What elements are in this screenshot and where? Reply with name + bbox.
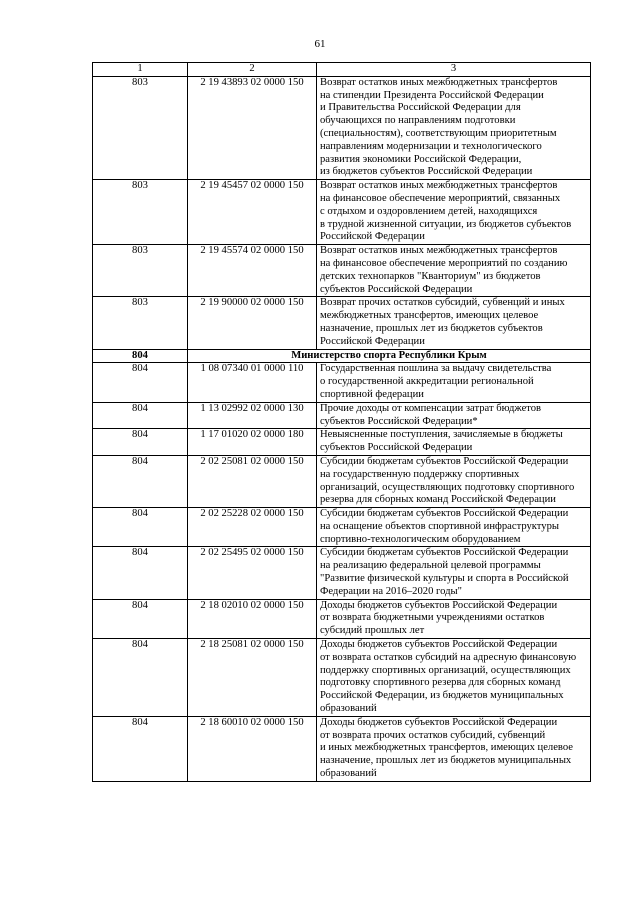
table-row bbox=[93, 455, 591, 507]
admin-code-cell: 803 bbox=[93, 180, 188, 245]
admin-code-cell: 804 bbox=[93, 429, 188, 456]
admin-code-cell: 804 bbox=[93, 639, 188, 717]
budget-class-code-cell: 1 17 01020 02 0000 180 bbox=[188, 429, 317, 456]
description-cell: Прочие доходы от компенсации затрат бюджетов субъектов Российской Федерации* bbox=[317, 402, 591, 429]
table-row bbox=[93, 76, 591, 179]
table-row bbox=[93, 639, 591, 717]
table-row bbox=[93, 363, 591, 402]
description-cell: Доходы бюджетов субъектов Российской Федерации от возврата остатков субсидий на адресную финансовую поддержку спортивных организаций, осуществляющих подготовку спортивного резерва для сборных команд Российской Федерации, из бюджетов муниципальных образований bbox=[317, 639, 591, 717]
description-cell: Возврат остатков иных межбюджетных трансфертов на финансовое обеспечение мероприятий по созданию детских технопарков "Кванториум" из бюджетов субъектов Российской Федерации bbox=[317, 245, 591, 297]
column-number-2: 2 bbox=[188, 63, 317, 77]
table-row bbox=[93, 508, 591, 547]
admin-code-cell: 804 bbox=[93, 716, 188, 781]
table-row bbox=[93, 180, 591, 245]
page-number: 61 bbox=[314, 38, 326, 50]
admin-code-cell: 804 bbox=[93, 363, 188, 402]
table-row bbox=[93, 402, 591, 429]
admin-code-cell: 803 bbox=[93, 245, 188, 297]
column-number-3: 3 bbox=[317, 63, 591, 77]
budget-class-code-cell: 2 19 43893 02 0000 150 bbox=[188, 76, 317, 179]
section-code-cell: 804 bbox=[93, 349, 188, 363]
revenue-codes-table bbox=[92, 62, 591, 782]
admin-code-cell: 803 bbox=[93, 297, 188, 349]
column-number-row bbox=[93, 63, 591, 77]
budget-class-code-cell: 2 18 60010 02 0000 150 bbox=[188, 716, 317, 781]
budget-class-code-cell: 1 08 07340 01 0000 110 bbox=[188, 363, 317, 402]
budget-class-code-cell: 2 18 25081 02 0000 150 bbox=[188, 639, 317, 717]
budget-class-code-cell: 2 18 02010 02 0000 150 bbox=[188, 599, 317, 638]
description-cell: Возврат остатков иных межбюджетных трансфертов на стипендии Президента Российской Федерации и Правительства Российской Федерации для обучающихся по направлениям подготовки (специальностям), соответствующим приоритетным направлениям модернизации и технологического развития экономики Российской Федерации, из бюджетов субъектов Российской Федерации bbox=[317, 76, 591, 179]
table-row bbox=[93, 599, 591, 638]
description-cell: Возврат остатков иных межбюджетных трансфертов на финансовое обеспечение мероприятий, связанных с отдыхом и оздоровлением детей, находящихся в трудной жизненной ситуации, из бюджетов субъектов Российской Федерации bbox=[317, 180, 591, 245]
budget-class-code-cell: 1 13 02992 02 0000 130 bbox=[188, 402, 317, 429]
admin-code-cell: 804 bbox=[93, 508, 188, 547]
budget-class-code-cell: 2 19 45457 02 0000 150 bbox=[188, 180, 317, 245]
admin-code-cell: 804 bbox=[93, 599, 188, 638]
budget-class-code-cell: 2 19 45574 02 0000 150 bbox=[188, 245, 317, 297]
admin-code-cell: 804 bbox=[93, 547, 188, 599]
budget-class-code-cell: 2 02 25228 02 0000 150 bbox=[188, 508, 317, 547]
table-row bbox=[93, 547, 591, 599]
table-row bbox=[93, 245, 591, 297]
table-row bbox=[93, 297, 591, 349]
table-row bbox=[93, 716, 591, 781]
description-cell: Невыясненные поступления, зачисляемые в бюджеты субъектов Российской Федерации bbox=[317, 429, 591, 456]
admin-code-cell: 804 bbox=[93, 402, 188, 429]
description-cell: Доходы бюджетов субъектов Российской Федерации от возврата прочих остатков субсидий, субвенций и иных межбюджетных трансфертов, имеющих целевое назначение, прошлых лет из бюджетов муниципальных образований bbox=[317, 716, 591, 781]
description-cell: Субсидии бюджетам субъектов Российской Федерации на государственную поддержку спортивных организаций, осуществляющих подготовку спортивного резерва для сборных команд Российской Федерации bbox=[317, 455, 591, 507]
description-cell: Возврат прочих остатков субсидий, субвенций и иных межбюджетных трансфертов, имеющих целевое назначение, прошлых лет из бюджетов субъектов Российской Федерации bbox=[317, 297, 591, 349]
description-cell: Субсидии бюджетам субъектов Российской Федерации на оснащение объектов спортивной инфраструктуры спортивно-технологическим оборудованием bbox=[317, 508, 591, 547]
description-cell: Государственная пошлина за выдачу свидетельства о государственной аккредитации региональной спортивной федерации bbox=[317, 363, 591, 402]
table-body bbox=[93, 63, 591, 782]
section-title-cell: Министерство спорта Республики Крым bbox=[188, 349, 591, 363]
admin-code-cell: 804 bbox=[93, 455, 188, 507]
budget-class-code-cell: 2 19 90000 02 0000 150 bbox=[188, 297, 317, 349]
column-number-1: 1 bbox=[93, 63, 188, 77]
description-cell: Субсидии бюджетам субъектов Российской Федерации на реализацию федеральной целевой программы "Развитие физической культуры и спорта в Российской Федерации на 2016–2020 годы" bbox=[317, 547, 591, 599]
table-row bbox=[93, 429, 591, 456]
budget-class-code-cell: 2 02 25081 02 0000 150 bbox=[188, 455, 317, 507]
budget-class-code-cell: 2 02 25495 02 0000 150 bbox=[188, 547, 317, 599]
section-row bbox=[93, 349, 591, 363]
admin-code-cell: 803 bbox=[93, 76, 188, 179]
description-cell: Доходы бюджетов субъектов Российской Федерации от возврата бюджетными учреждениями остатков субсидий прошлых лет bbox=[317, 599, 591, 638]
